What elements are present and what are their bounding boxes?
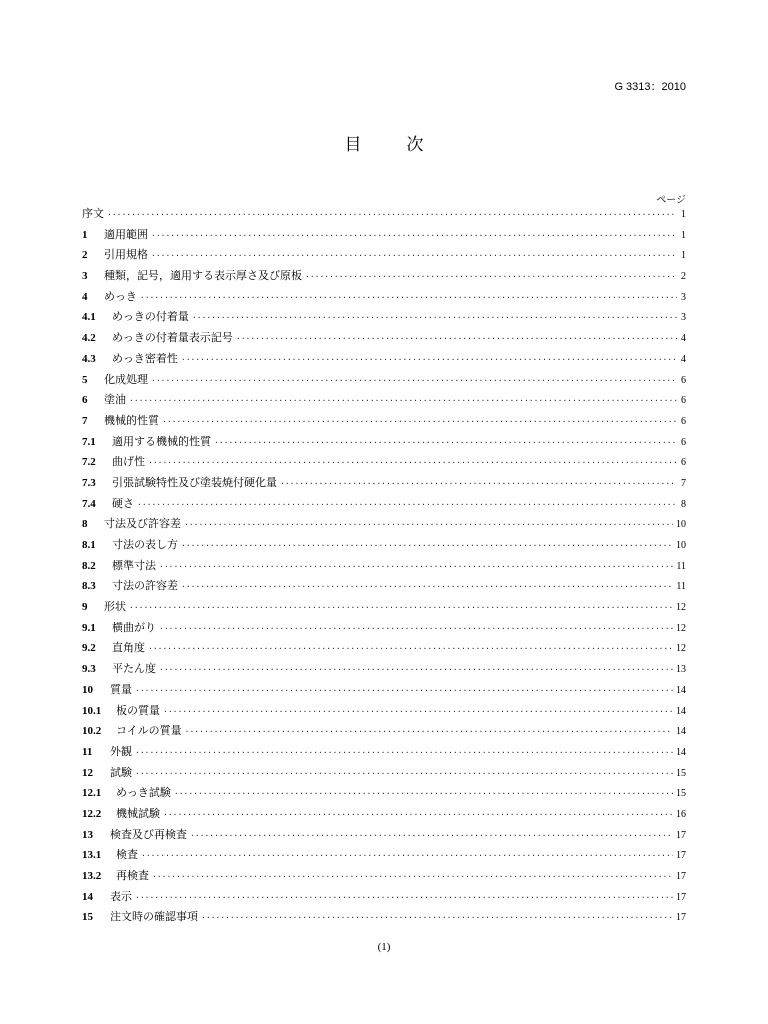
toc-entry[interactable] (82, 702, 686, 723)
toc-entry-number: 10 (82, 683, 93, 696)
leader-dots (135, 686, 673, 695)
toc-entry-page: 12 (676, 622, 686, 634)
toc-entry-number: 8.2 (82, 559, 96, 572)
toc-entry-number: 7.1 (82, 435, 96, 448)
leader-dots (163, 810, 673, 819)
toc-entry-page: 15 (676, 767, 686, 779)
toc-entry[interactable] (82, 681, 686, 702)
toc-entry-number: 9.2 (82, 642, 96, 655)
toc-entry-page: 13 (676, 664, 686, 676)
toc-entry[interactable] (82, 205, 686, 226)
toc-entry-number: 6 (82, 394, 88, 407)
leader-dots (174, 789, 673, 798)
toc-entry-label: 塗油 (104, 393, 126, 407)
toc-entry-number: 4.1 (82, 311, 96, 324)
toc-entry-label: 機械試験 (116, 806, 160, 820)
toc-entry[interactable] (82, 764, 686, 785)
toc-entry[interactable] (82, 412, 686, 433)
leader-dots (135, 893, 673, 902)
leader-dots (148, 644, 673, 653)
toc-entry-page: 3 (681, 291, 686, 303)
toc-entry[interactable] (82, 267, 686, 288)
toc-entry-label: めっき試験 (116, 786, 171, 800)
toc-entry-number: 11 (82, 745, 93, 758)
leader-dots (181, 582, 673, 591)
toc-entry-page: 10 (676, 519, 686, 531)
toc-entry[interactable] (82, 226, 686, 247)
toc-entry-page: 6 (681, 436, 686, 448)
leader-dots (151, 231, 677, 240)
toc-entry-number: 2 (82, 249, 88, 262)
toc-entry-number: 7.3 (82, 476, 96, 489)
toc-entry-number: 13.1 (82, 849, 102, 862)
toc-entry-label: 再検査 (116, 869, 149, 882)
toc-entry-label: 適用する機械的性質 (112, 434, 211, 448)
leader-dots (151, 376, 677, 385)
toc-entry-page: 17 (676, 891, 686, 903)
toc-entry-number: 10.1 (82, 704, 102, 717)
toc-entry-number: 12 (82, 766, 93, 779)
leader-dots (163, 707, 673, 716)
toc-entry-page: 14 (676, 746, 686, 758)
toc-entry[interactable] (82, 308, 686, 329)
toc-entry-number: 9.1 (82, 621, 96, 634)
page-column-header: ページ (656, 195, 686, 206)
toc-entry[interactable] (82, 288, 686, 309)
toc-entry-page: 4 (681, 353, 686, 365)
toc-entry-number: 3 (82, 270, 88, 283)
toc-entry-label: めっきの付着量表示記号 (112, 331, 233, 345)
toc-entry-page: 7 (681, 477, 686, 489)
leader-dots (159, 665, 673, 674)
toc-entry-page: 6 (681, 457, 686, 469)
toc-entry-page: 4 (681, 333, 686, 345)
leader-dots (152, 872, 673, 881)
leader-dots (190, 831, 673, 840)
toc-entry[interactable] (82, 474, 686, 495)
toc-entry-page: 14 (676, 726, 686, 738)
toc-entry-label: 標準寸法 (112, 558, 156, 572)
toc-entry-number: 9.3 (82, 663, 96, 676)
leader-dots (135, 748, 673, 757)
leader-dots (140, 293, 677, 302)
toc-entry-label: 化成処理 (104, 372, 148, 386)
toc-entry-page: 14 (676, 684, 686, 696)
toc-entry-page: 11 (676, 581, 686, 593)
toc-entry-number: 4 (82, 290, 88, 303)
leader-dots (236, 334, 677, 343)
page-number: (1) (377, 941, 391, 953)
leader-dots (162, 417, 677, 426)
toc-entry-label: 形状 (104, 600, 126, 614)
toc-entry-number: 7.4 (82, 497, 96, 510)
toc-entry-label: 横曲がり (112, 620, 156, 634)
toc-entry[interactable] (82, 826, 686, 847)
toc-entry-number: 9 (82, 601, 88, 614)
toc-entry-label: 機械的性質 (104, 413, 159, 427)
toc-entry-page: 3 (681, 312, 686, 324)
toc-entry-label: 平たん度 (112, 662, 156, 676)
toc-entry-label: 寸法及び許容差 (104, 517, 181, 531)
toc-entry[interactable] (82, 577, 686, 598)
toc-entry[interactable] (82, 557, 686, 578)
toc-entry-number: 14 (82, 890, 93, 903)
toc-entry[interactable] (82, 619, 686, 640)
toc-entry-page: 6 (681, 415, 686, 427)
document-code: G 3313：2010 (614, 81, 686, 93)
toc-entry[interactable] (82, 722, 686, 743)
toc-entry[interactable] (82, 453, 686, 474)
toc-entry[interactable] (82, 350, 686, 371)
toc-entry[interactable] (82, 495, 686, 516)
toc-entry[interactable] (82, 246, 686, 267)
toc-entry-page: 17 (676, 912, 686, 924)
leader-dots (185, 727, 673, 736)
toc-entry-page: 17 (676, 829, 686, 841)
toc-entry-label: 外観 (110, 744, 132, 758)
toc-entry-label: 序文 (82, 207, 104, 220)
toc-entry-label: 種類，記号，適用する表示厚さ及び原板 (104, 269, 302, 283)
page-title: 目 次 (344, 135, 438, 155)
leader-dots (129, 603, 673, 612)
toc-entry-number: 7.2 (82, 456, 96, 469)
toc-entry-number: 13.2 (82, 870, 102, 882)
toc-entry-page: 1 (681, 229, 686, 241)
toc-entry-label: めっき (104, 289, 137, 303)
toc-entry-number: 1 (82, 228, 88, 241)
leader-dots (305, 272, 677, 281)
toc-entry[interactable] (82, 329, 686, 350)
toc-entry-number: 13 (82, 828, 93, 841)
toc-entry-page: 6 (681, 395, 686, 407)
toc-entry-number: 5 (82, 373, 88, 386)
toc-entry[interactable] (82, 598, 686, 619)
toc-entry[interactable] (82, 743, 686, 764)
toc-entry-label: 表示 (110, 889, 132, 903)
table-of-contents (82, 205, 686, 929)
toc-entry-page: 12 (676, 602, 686, 614)
toc-entry-page: 2 (681, 271, 686, 283)
toc-entry-number: 4.2 (82, 332, 96, 345)
toc-entry-label: 引張試験特性及び塗装焼付硬化量 (112, 475, 277, 489)
toc-entry-page: 14 (676, 705, 686, 717)
toc-entry-label: 適用範囲 (104, 227, 148, 241)
toc-entry[interactable] (82, 371, 686, 392)
leader-dots (129, 396, 677, 405)
toc-entry[interactable] (82, 846, 686, 867)
toc-entry[interactable] (82, 888, 686, 909)
leader-dots (184, 520, 673, 529)
leader-dots (107, 210, 677, 219)
leader-dots (148, 458, 677, 467)
leader-dots (192, 313, 677, 322)
toc-entry[interactable] (82, 660, 686, 681)
leader-dots (159, 562, 673, 571)
toc-entry-label: めっき密着性 (112, 351, 178, 365)
toc-entry-label: 板の質量 (116, 703, 160, 717)
toc-entry[interactable] (82, 536, 686, 557)
leader-dots (137, 500, 677, 509)
toc-entry[interactable] (82, 433, 686, 454)
toc-entry-label: 質量 (110, 682, 132, 696)
leader-dots (280, 479, 677, 488)
toc-entry-number: 7 (82, 414, 88, 427)
toc-entry-page: 17 (676, 850, 686, 862)
toc-entry[interactable] (82, 784, 686, 805)
leader-dots (201, 913, 673, 922)
toc-entry-page: 16 (676, 808, 686, 820)
leader-dots (214, 438, 677, 447)
toc-entry-label: 検査 (116, 848, 138, 862)
toc-entry-page: 1 (681, 209, 686, 220)
toc-entry-label: 引用規格 (104, 248, 148, 262)
leader-dots (151, 251, 677, 260)
toc-entry-page: 17 (676, 871, 686, 882)
toc-entry-page: 8 (681, 498, 686, 510)
toc-entry-number: 12.1 (82, 787, 102, 800)
toc-entry-label: コイルの質量 (116, 724, 182, 738)
leader-dots (181, 541, 673, 550)
toc-entry[interactable] (82, 867, 686, 888)
toc-entry-page: 6 (681, 374, 686, 386)
toc-entry-number: 12.2 (82, 807, 102, 820)
leader-dots (141, 851, 673, 860)
toc-entry-number: 4.3 (82, 352, 96, 365)
toc-entry[interactable] (82, 391, 686, 412)
toc-entry[interactable] (82, 908, 686, 929)
toc-entry-label: 硬さ (112, 496, 134, 510)
toc-entry-label: 曲げ性 (112, 455, 145, 469)
toc-entry-label: 注文時の確認事項 (110, 910, 198, 924)
toc-entry-label: 寸法の許容差 (112, 579, 178, 593)
toc-entry[interactable] (82, 805, 686, 826)
leader-dots (135, 769, 673, 778)
toc-entry-label: 直角度 (112, 641, 145, 655)
toc-entry-page: 12 (676, 643, 686, 655)
toc-entry-label: 検査及び再検査 (110, 827, 187, 841)
toc-entry-label: 試験 (110, 765, 132, 779)
toc-entry-page: 1 (681, 250, 686, 262)
toc-entry-number: 8.3 (82, 580, 96, 593)
toc-entry-page: 11 (676, 560, 686, 572)
toc-entry-number: 10.2 (82, 725, 102, 738)
toc-entry-number: 8 (82, 518, 88, 531)
toc-entry[interactable] (82, 639, 686, 660)
toc-entry-page: 10 (676, 540, 686, 551)
toc-entry[interactable] (82, 515, 686, 536)
toc-entry-number: 15 (82, 911, 93, 924)
leader-dots (181, 355, 677, 364)
leader-dots (159, 624, 673, 633)
toc-entry-label: 寸法の表し方 (112, 538, 178, 551)
toc-entry-label: めっきの付着量 (112, 310, 189, 324)
toc-entry-number: 8.1 (82, 539, 96, 551)
toc-entry-page: 15 (676, 788, 686, 800)
